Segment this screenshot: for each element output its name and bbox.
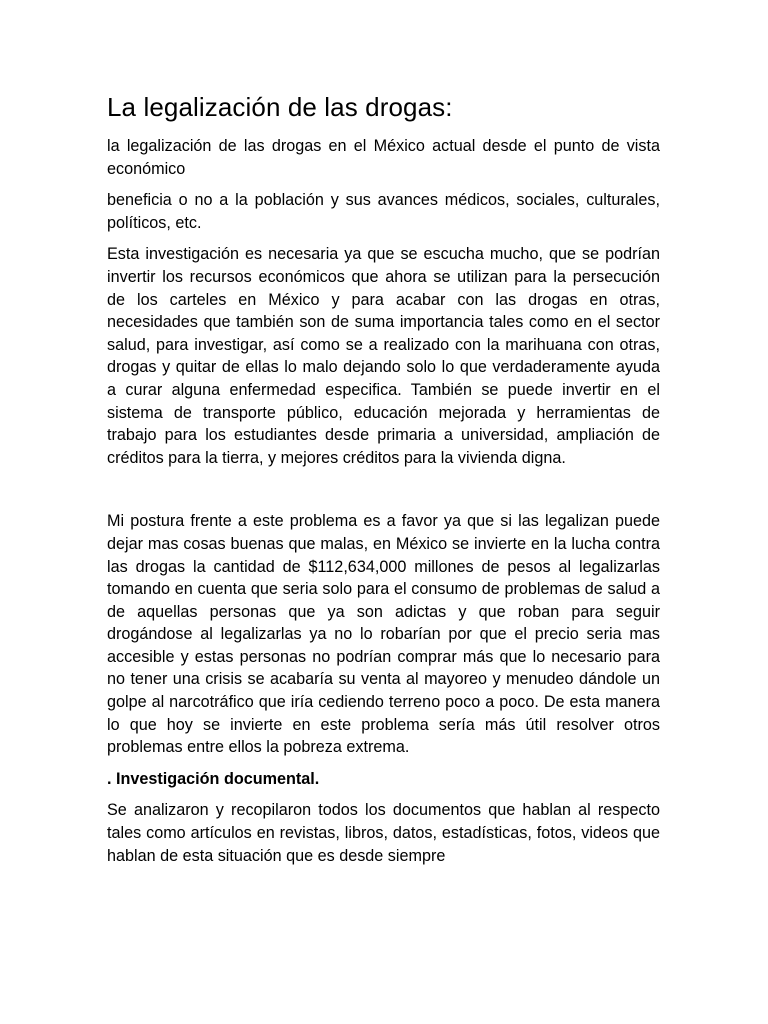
paragraph-position: Mi postura frente a este problema es a favor ya que si las legalizan puede dejar mas cosas buenas que malas, en México se invierte en la lucha contra las drogas la cantidad de $112,634,000 millones de pesos al legalizarlas tomando en cuenta que seria solo para el consumo de problemas de salud a de aquellas personas que ya son adictas y que roban para seguir drogándose al legalizarlas ya no lo robarían por que el precio seria mas accesible y estas personas no podrían comprar más que lo necesario para no tener una crisis se acabaría su venta al mayoreo y menudeo dándole un golpe al narcotráfico que iría cediendo terreno poco a poco. De esta manera lo que hoy se invierte en este problema sería más útil resolver otros problemas entre ellos la pobreza extrema. [107,512,660,757]
document-title: La legalización de las drogas: [107,92,453,122]
document-page [107,90,660,876]
paragraph-topic: la legalización de las drogas en el México actual desde el punto de vista económico [107,137,660,178]
section-heading: . Investigación documental. [107,769,320,788]
paragraph-justification: Esta investigación es necesaria ya que se escucha mucho, que se podrían invertir los recursos económicos que ahora se utilizan para la persecución de los carteles en México y para acabar con las drogas en otras, necesidades que también son de suma importancia tales como en el sector salud, para investigar, así como se a realizado con la marihuana con otras, drogas y quitar de ellas lo malo dejando solo lo que verdaderamente ayuda a curar alguna enfermedad especifica. También se puede invertir en el sistema de transporte público, educación mejorada y herramientas de trabajo para los estudiantes desde primaria a universidad, ampliación de créditos para la tierra, y mejores créditos para la vivienda digna. [107,245,660,467]
paragraph-documental: Se analizaron y recopilaron todos los documentos que hablan al respecto tales como artículos en revistas, libros, datos, estadísticas, fotos, videos que hablan de esta situación que es desde siempre [107,801,660,865]
paragraph-question: beneficia o no a la población y sus avances médicos, sociales, culturales, políticos, etc. [107,191,660,232]
blank-line [107,478,660,510]
